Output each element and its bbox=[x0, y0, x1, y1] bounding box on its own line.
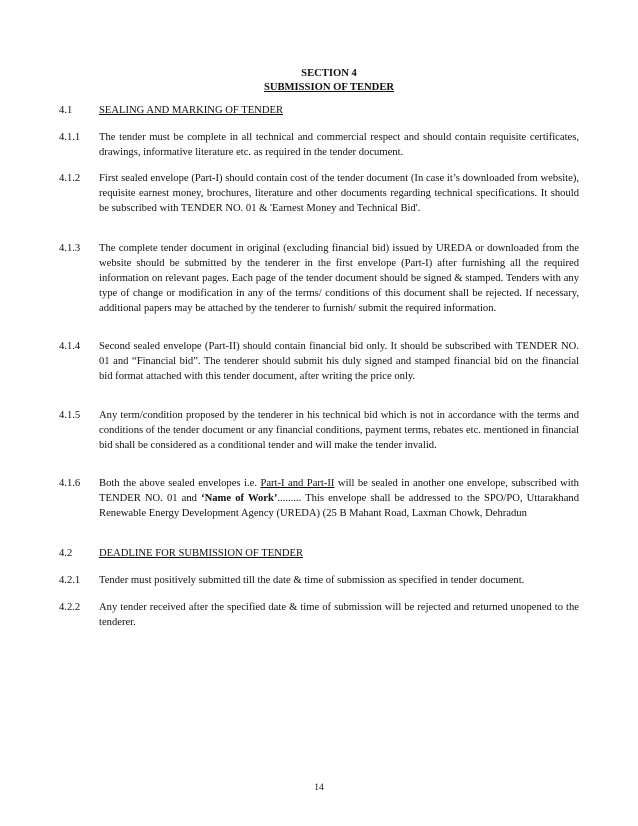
clause-number: 4.1 bbox=[59, 105, 73, 116]
clause-number: 4.1.4 bbox=[59, 341, 81, 352]
clause-text: The complete tender document in original (excluding financial bid) issued by UREDA or downloaded from the website should be submitted by the tenderer in the first envelope (Part-I) after furnishing all the required information on relevant pages. Each page of the tender document should be signed & stamped. Tenders with any type of change or modification in any of the terms/ conditions of this document shall be rejected. If necessary, additional papers may be attached by the tenderer to furnish/ submit the required information. bbox=[99, 243, 579, 314]
clause-heading: SEALING AND MARKING OF TENDER bbox=[99, 105, 284, 116]
clause-text: Any term/condition proposed by the tenderer in his technical bid which is not in accordance with the terms and conditions of the tender document or any financial conditions, payment terms, rebates etc. mentioned in financial bid shall be considered as a conditional tender and will make the tender invalid. bbox=[99, 410, 579, 451]
clause-number: 4.1.2 bbox=[59, 173, 81, 184]
clause-text-part: Both the above sealed envelopes i.e. bbox=[99, 478, 261, 489]
clause-4-2-1 bbox=[59, 573, 579, 588]
clause-number: 4.1.5 bbox=[59, 410, 81, 421]
clause-number: 4.2.2 bbox=[59, 602, 81, 613]
clause-heading: DEADLINE FOR SUBMISSION OF TENDER bbox=[99, 548, 304, 559]
part-reference: Part-I and Part-II bbox=[260, 478, 335, 489]
clause-number: 4.1.3 bbox=[59, 243, 81, 254]
clause-4-2-2 bbox=[59, 600, 579, 630]
clause-4-2 bbox=[59, 546, 579, 561]
page-number: 14 bbox=[314, 783, 324, 793]
clause-text-part: ......... This envelope shall be addressed to the SPO/PO, Uttarakhand Renewable Energy Development Agency (UREDA) (25 B Mahant Road, Laxman Chowk, Dehradun bbox=[99, 493, 580, 519]
clause-text bbox=[99, 476, 579, 521]
clause-text: Second sealed envelope (Part-II) should contain financial bid only. It should be subscribed with TENDER NO. 01 and “Financial bid”. The tenderer should submit his duly signed and stamped financial bid on the financial bid format attached with this tender document, after writing the price only. bbox=[99, 341, 579, 382]
section-number: SECTION 4 bbox=[301, 68, 357, 79]
clause-text-part: will be sealed in another one envelope, subscribed with TENDER NO. 01 and bbox=[99, 478, 579, 504]
clause-number: 4.1.1 bbox=[59, 132, 81, 143]
clause-4-1-2 bbox=[59, 171, 579, 216]
clause-number: 4.2.1 bbox=[59, 575, 81, 586]
clause-number: 4.1.6 bbox=[59, 478, 81, 489]
clause-4-1-5 bbox=[59, 408, 579, 453]
clause-4-1 bbox=[59, 103, 579, 118]
clause-text: First sealed envelope (Part-I) should contain cost of the tender document (In case it’s downloaded from website), requisite earnest money, brochures, literature and other documents regarding technical specifications. It should be subscribed with TENDER NO. 01 & 'Earnest Money and Technical Bid'. bbox=[99, 173, 579, 214]
name-of-work: ‘Name of Work’ bbox=[201, 493, 278, 504]
clause-text: Any tender received after the specified date & time of submission will be rejected and returned unopened to the tenderer. bbox=[99, 602, 579, 628]
clause-text: Tender must positively submitted till the date & time of submission as specified in tender document. bbox=[99, 575, 525, 586]
clause-number: 4.2 bbox=[59, 548, 73, 559]
clause-4-1-3 bbox=[59, 241, 579, 316]
section-title: SUBMISSION OF TENDER bbox=[263, 82, 395, 93]
clause-4-1-1 bbox=[59, 130, 579, 160]
clause-text: The tender must be complete in all technical and commercial respect and should contain requisite certificates, drawings, informative literature etc. as required in the tender document. bbox=[99, 132, 579, 158]
clause-4-1-4 bbox=[59, 339, 579, 384]
clause-4-1-6 bbox=[59, 476, 579, 521]
